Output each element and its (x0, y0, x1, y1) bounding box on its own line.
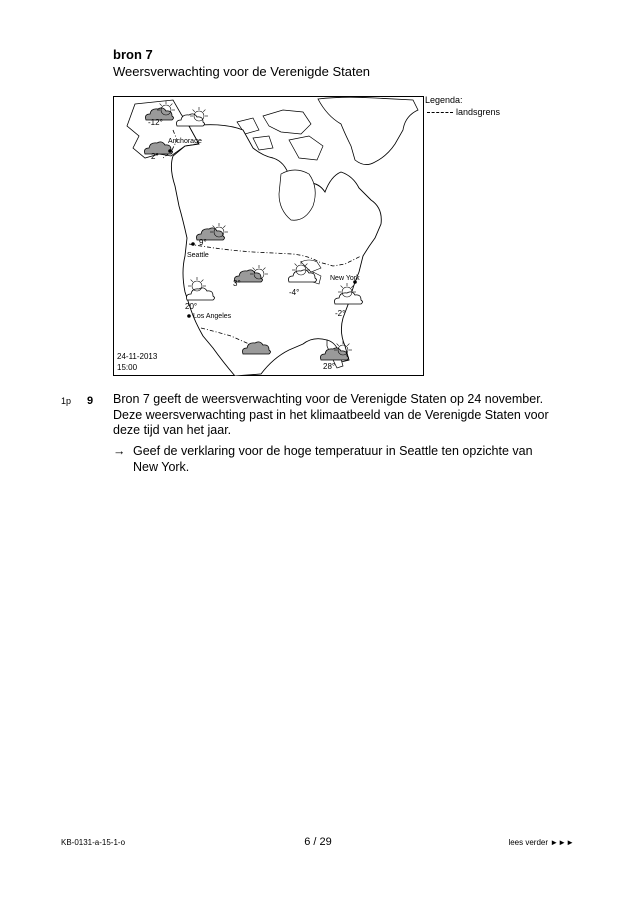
task-text: Geef de verklaring voor de hoge temperatuur in Seattle ten opzichte van New York. (133, 444, 533, 474)
legend-border-label: landsgrens (456, 107, 501, 117)
arrow-icon: → (113, 444, 126, 458)
city-anchorage: Anchorage (168, 138, 202, 145)
question-text: Bron 7 geeft de weersverwachting voor de Verenigde Staten op 24 november. Deze weersverwachting past in het klimaatbeeld van de Verenigde Staten voor deze tijd van het jaar. (113, 392, 549, 437)
temp-alaska-north: -12° (148, 118, 163, 127)
border-line-swatch (427, 112, 453, 113)
weather-map (113, 96, 424, 376)
city-new-york: New York (330, 275, 360, 282)
map-time: 15:00 (117, 363, 138, 372)
map-legend (425, 94, 500, 118)
legend-heading: Legenda: (425, 95, 463, 105)
city-seattle: Seattle (187, 252, 209, 259)
temp-great-lakes: -4° (289, 288, 300, 297)
source-title: bron 7 (113, 47, 153, 62)
question-number: 9 (87, 395, 94, 407)
temp-alaska-south: 2° (151, 152, 159, 161)
map-date: 24-11-2013 (117, 352, 158, 361)
temp-florida: 28° (323, 362, 336, 371)
question-points: 1p (61, 396, 72, 406)
source-subtitle: Weersverwachting voor de Verenigde Staten (113, 64, 371, 79)
page-number: 6 / 29 (304, 836, 332, 848)
continue-label: lees verder ►►► (508, 838, 574, 847)
temp-seattle: 9° (199, 238, 207, 247)
exam-code: KB-0131-a-15-1-o (61, 838, 126, 847)
city-los-angeles: Los Angeles (193, 313, 232, 320)
temp-central: 3° (233, 279, 241, 288)
temp-los-angeles: 20° (185, 302, 198, 311)
question-task (113, 444, 553, 475)
temp-east-coast: -2° (335, 309, 346, 318)
